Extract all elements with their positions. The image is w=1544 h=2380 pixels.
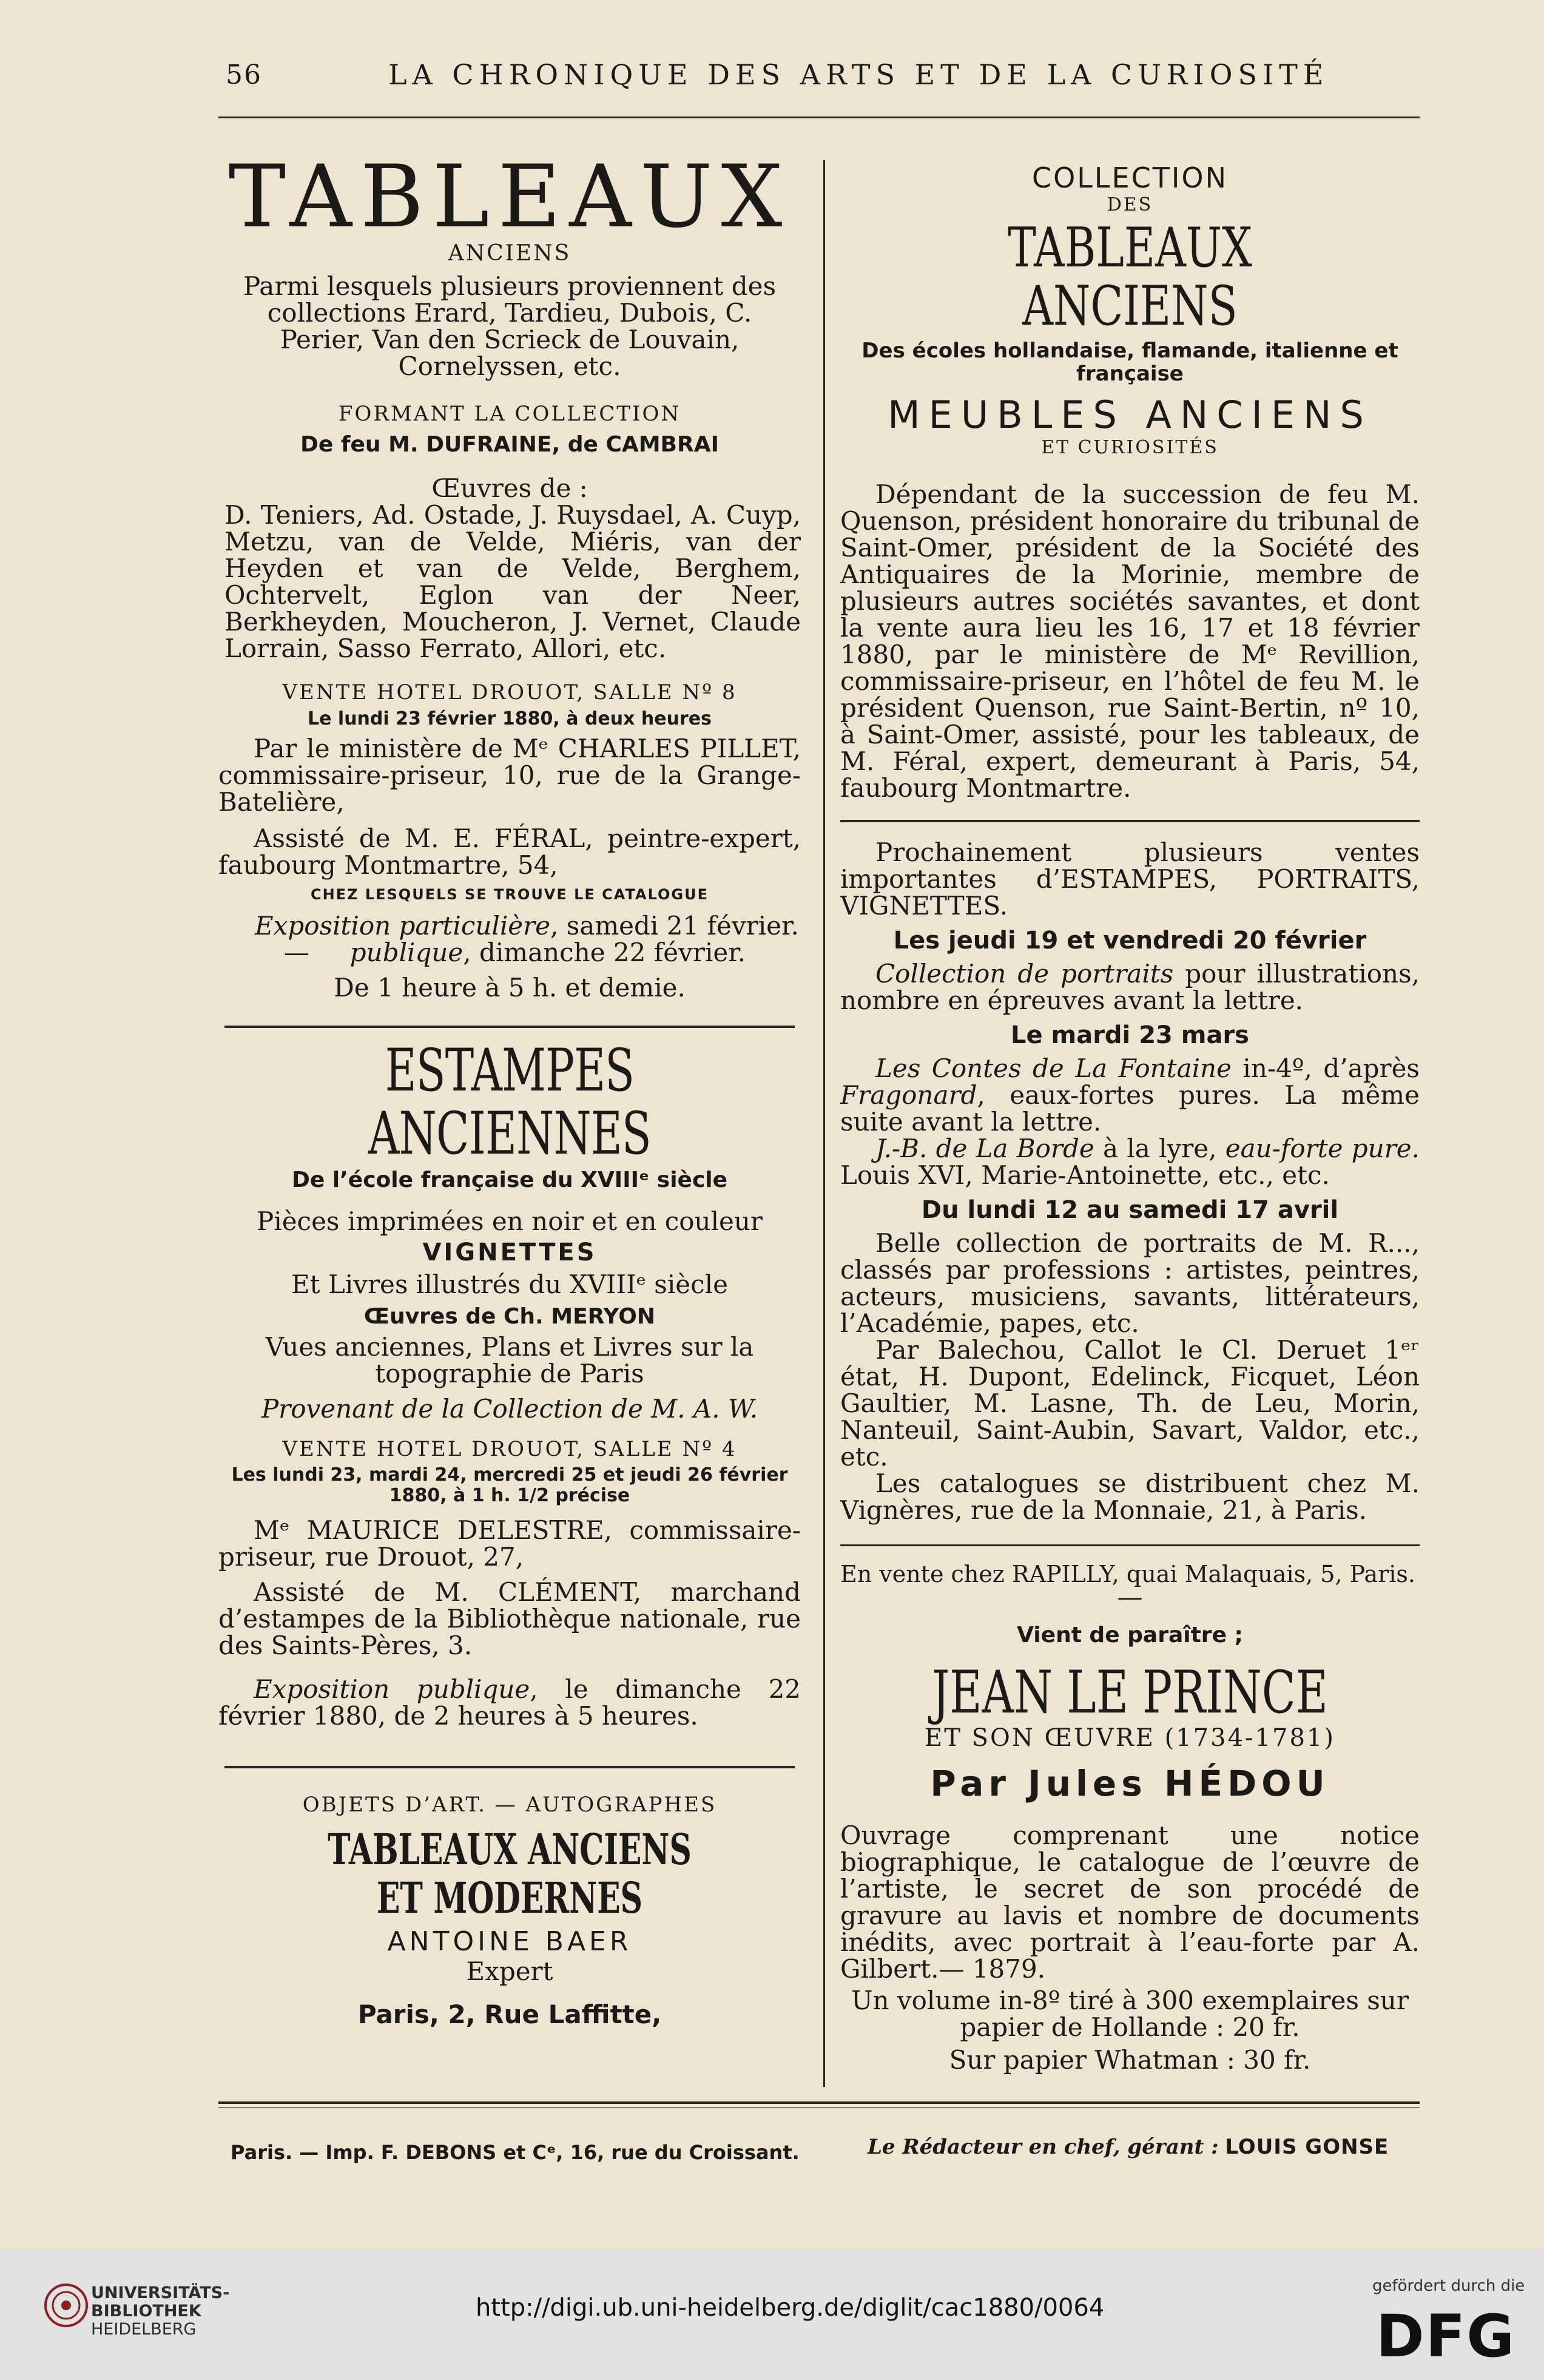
library-name [91, 2284, 229, 2339]
assiste-feral: Assisté de M. E. FÉRAL, peintre-expert, faubourg Montmartre, 54, [218, 823, 801, 880]
university-seal-icon [42, 2282, 90, 2329]
exposition-particuliere [218, 913, 801, 939]
dfg-logo: DFG [1376, 2302, 1516, 2370]
meryon-line: Œuvres de Ch. MERYON [364, 1304, 655, 1329]
footer-rule [218, 2101, 1420, 2104]
author-line: Par Jules HÉDOU [930, 1763, 1330, 1804]
funded-by-label: gefördert durch die [1372, 2277, 1525, 2295]
oeuvres-de: Œuvres de : [431, 473, 588, 503]
provenant-line: Provenant de la Collection de M. A. W. [261, 1394, 758, 1424]
estampes-dates: Les lundi 23, mardi 24, mercredi 25 et jeudi 26 février 1880, à 1 h. 1/2 précise [231, 1464, 788, 1506]
p3-text: Louis XVI, Marie-Antoinette, etc., etc. [840, 1160, 1330, 1190]
expo-2-text: , dimanche 22 février. [463, 938, 746, 967]
formant-line: FORMANT LA COLLECTION [338, 402, 681, 426]
page-number: 56 [226, 59, 262, 90]
meubles-title: MEUBLES ANCIENS [888, 393, 1372, 437]
vient-de-paraitre: Vient de paraître ; [1017, 1623, 1243, 1648]
estampes-expo-label: Exposition publique [254, 1674, 530, 1704]
assiste-clement: Assisté de M. CLÉMENT, marchand d’estampes de la Bibliothèque nationale, rue des Saints-Pères, 3. [218, 1577, 801, 1660]
jean-le-prince-subtitle: ET SON ŒUVRE (1734-1781) [925, 1724, 1335, 1752]
library-name-line2: BIBLIOTHEK [91, 2302, 201, 2321]
estampes-exposition [218, 1676, 801, 1729]
expo-1-text: , samedi 21 février. [550, 911, 799, 941]
p2-mid: in-4º, d’après [1231, 1053, 1420, 1083]
library-bar [0, 2249, 1544, 2380]
whatman-line: Sur papier Whatman : 30 fr. [949, 2045, 1311, 2075]
estampes-title: ESTAMPES ANCIENNES [368, 1036, 651, 1168]
ventes-h2: Le mardi 23 mars [1010, 1021, 1249, 1049]
ventes-p2 [840, 1055, 1420, 1135]
running-title: LA CHRONIQUE DES ARTS ET DE LA CURIOSITÉ [388, 58, 1329, 91]
estampes-subtitle: De l’école française du XVIIIᵉ siècle [291, 1168, 728, 1192]
expo-2-dash: — [284, 938, 309, 967]
right-column [840, 152, 1420, 2074]
tableaux-title: TABLEAUX [228, 147, 791, 247]
baer-ad [218, 1793, 801, 2029]
hours-line: De 1 heure à 5 h. et demie. [334, 973, 686, 1002]
collection-title: TABLEAUX ANCIENS [1008, 216, 1252, 338]
expo-2-label: publique [349, 938, 464, 967]
tableaux-subtitle: ANCIENS [448, 241, 571, 266]
section-rule [224, 1766, 795, 1768]
p3-label: J.-B. de La Borde [875, 1134, 1094, 1163]
redacteur-label: Le Rédacteur en chef, gérant : [868, 2135, 1219, 2159]
ventes-p6: Les catalogues se distribuent chez M. Vignères, rue de la Monnaie, 21, à Paris. [840, 1469, 1420, 1525]
collection-des: DES [1107, 194, 1153, 215]
p3-mid: à la lyre, [1094, 1134, 1225, 1163]
ventes-p1 [840, 961, 1420, 1014]
section-rule [840, 820, 1420, 822]
pieces-line: Pièces imprimées en noir et en couleur [257, 1206, 763, 1236]
ministere-pillet: Par le ministère de Mᵉ CHARLES PILLET, commissaire-priseur, 10, rue de la Grange-Batelière, [218, 734, 801, 817]
tableaux-intro: Parmi lesquels plusieurs proviennent des collections Erard, Tardieu, Dubois, C. Perier, Van den Scrieck de Louvain, Cornelyssen, etc. [243, 271, 777, 381]
collection-kicker: COLLECTION [1031, 161, 1229, 194]
ventes-h3: Du lundi 12 au samedi 17 avril [921, 1196, 1339, 1224]
volume-line: Un volume in-8º tiré à 300 exemplaires sur papier de Hollande : 20 fr. [851, 1986, 1409, 2042]
expo-1-label: Exposition particulière [255, 911, 551, 941]
exposition-publique [218, 939, 801, 966]
redacteur-line [868, 2135, 1389, 2159]
estampes-ad [218, 1036, 801, 1731]
p1-label: Collection de portraits [875, 959, 1174, 989]
imprint: Paris. — Imp. F. DEBONS et Cᵉ, 16, rue du Croissant. [231, 2141, 800, 2164]
maurice-delestre: Mᵉ MAURICE DELESTRE, commissaire-priseur, rue Drouot, 27, [218, 1515, 801, 1572]
jean-le-prince-title: JEAN LE PRINCE [932, 1658, 1328, 1726]
rapilly-dash: — [1117, 1582, 1143, 1612]
p1-text: pour illustrations, nombre en épreuves avant la lettre. [840, 959, 1420, 1015]
ventes-p3 [840, 1135, 1420, 1189]
de-feu-line: De feu M. DUFRAINE, de CAMBRAI [300, 432, 719, 457]
estampes-expo-text: , le dimanche 22 février 1880, de 2 heures à 5 heures. [218, 1674, 801, 1731]
collection-ad [840, 161, 1420, 802]
collection-body: Dépendant de la succession de feu M. Quenson, président honoraire du tribunal de Saint-Omer, président de la Société des Antiquaires de la Morinie, membre de plusieurs autres sociétés savantes, et dont la vente aura lieu les 16, 17 et 18 février 1880, par le ministère de Mᵉ Revillion, commissaire-priseur, en l’hôtel de feu M. le président Quenson, rue Saint-Bertin, nº 10, à Saint-Omer, assisté, pour les tableaux, de M. Féral, expert, demeurant à Paris, 54, faubourg Montmartre. [840, 479, 1420, 803]
header-rule [218, 117, 1420, 118]
tableaux-ad [218, 147, 801, 1002]
p3-label2: eau-forte pure. [1225, 1134, 1420, 1163]
ventes-p4: Belle collection de portraits de M. R..., classés par professions : artistes, peintres, acteurs, musiciens, savants, littérateurs, l’Académie, papes, etc. [840, 1228, 1420, 1338]
vente-drouot-8: VENTE HOTEL DROUOT, SALLE Nº 8 [282, 680, 737, 705]
p2-label: Les Contes de La Fontaine [875, 1053, 1232, 1083]
section-rule [224, 1026, 795, 1028]
left-column [218, 147, 801, 2029]
baer-address: Paris, 2, Rue Laffitte, [357, 2000, 662, 2029]
ventes-ad [840, 839, 1420, 1524]
baer-name: ANTOINE BAER [387, 1926, 632, 1957]
baer-title: TABLEAUX ANCIENS ET MODERNES [328, 1824, 692, 1923]
library-name-line1: UNIVERSITÄTS- [91, 2284, 230, 2302]
ventes-intro: Prochainement plusieurs ventes importantes d’ESTAMPES, PORTRAITS, VIGNETTES. [840, 837, 1420, 921]
ventes-h1: Les jeudi 19 et vendredi 20 février [893, 927, 1367, 955]
library-name-line3: HEIDELBERG [91, 2320, 197, 2339]
artists-list: D. Teniers, Ad. Ostade, J. Ruysdael, A. Cuyp, Metzu, van de Velde, Miéris, van der Heyden et van de Velde, Berghem, Ochtervelt, Eglon van der Neer, Berkheyden, Moucheron, J. Vernet, Claude Lorrain, Sasso Ferrato, Allori, etc. [224, 500, 801, 663]
curiosites-line: ET CURIOSITÉS [1041, 437, 1219, 458]
livres-line: Et Livres illustrés du XVIIIᵉ siècle [291, 1269, 728, 1299]
p2-label2: Fragonard [840, 1080, 977, 1110]
rapilly-vente: En vente chez RAPILLY, quai Malaquais, 5, Paris. [840, 1561, 1415, 1587]
vente-date: Le lundi 23 février 1880, à deux heures [308, 708, 712, 729]
vues-line: Vues anciennes, Plans et Livres sur la topographie de Paris [265, 1332, 754, 1388]
redacteur-name: LOUIS GONSE [1225, 2135, 1389, 2159]
section-rule [840, 1544, 1420, 1546]
objets-line: OBJETS D’ART. — AUTOGRAPHES [302, 1793, 717, 1817]
vente-drouot-4: VENTE HOTEL DROUOT, SALLE Nº 4 [282, 1437, 737, 1461]
p2-text: , eaux-fortes pures. La même suite avant la lettre. [840, 1080, 1420, 1137]
ventes-p5: Par Balechou, Callot le Cl. Deruet 1ᵉʳ état, H. Dupont, Edelinck, Ficquet, Léon Gaultier, M. Lasne, Th. de Leu, Morin, Nanteuil, Saint-Aubin, Savart, Valdor, etc., etc. [840, 1335, 1420, 1472]
source-url-link[interactable]: http://digi.ub.uni-heidelberg.de/diglit/cac1880/0064 [476, 2294, 1105, 2322]
catalogue-line: CHEZ LESQUELS SE TROUVE LE CATALOGUE [310, 886, 709, 903]
baer-role: Expert [466, 1956, 553, 1986]
ouvrage-desc: Ouvrage comprenant une notice biographique, le catalogue de l’œuvre de l’artiste, le secret de son procédé de gravure au lavis et nombre de documents inédits, avec portrait à l’eau-forte par A. Gilbert.— 1879. [840, 1820, 1420, 1984]
footer-rule-thin [218, 2107, 1420, 2108]
column-divider [823, 160, 825, 2087]
rapilly-ad [840, 1561, 1420, 2074]
vignettes-line: VIGNETTES [422, 1239, 597, 1266]
ecoles-line: Des écoles hollandaise, flamande, italienne et française [861, 339, 1398, 386]
